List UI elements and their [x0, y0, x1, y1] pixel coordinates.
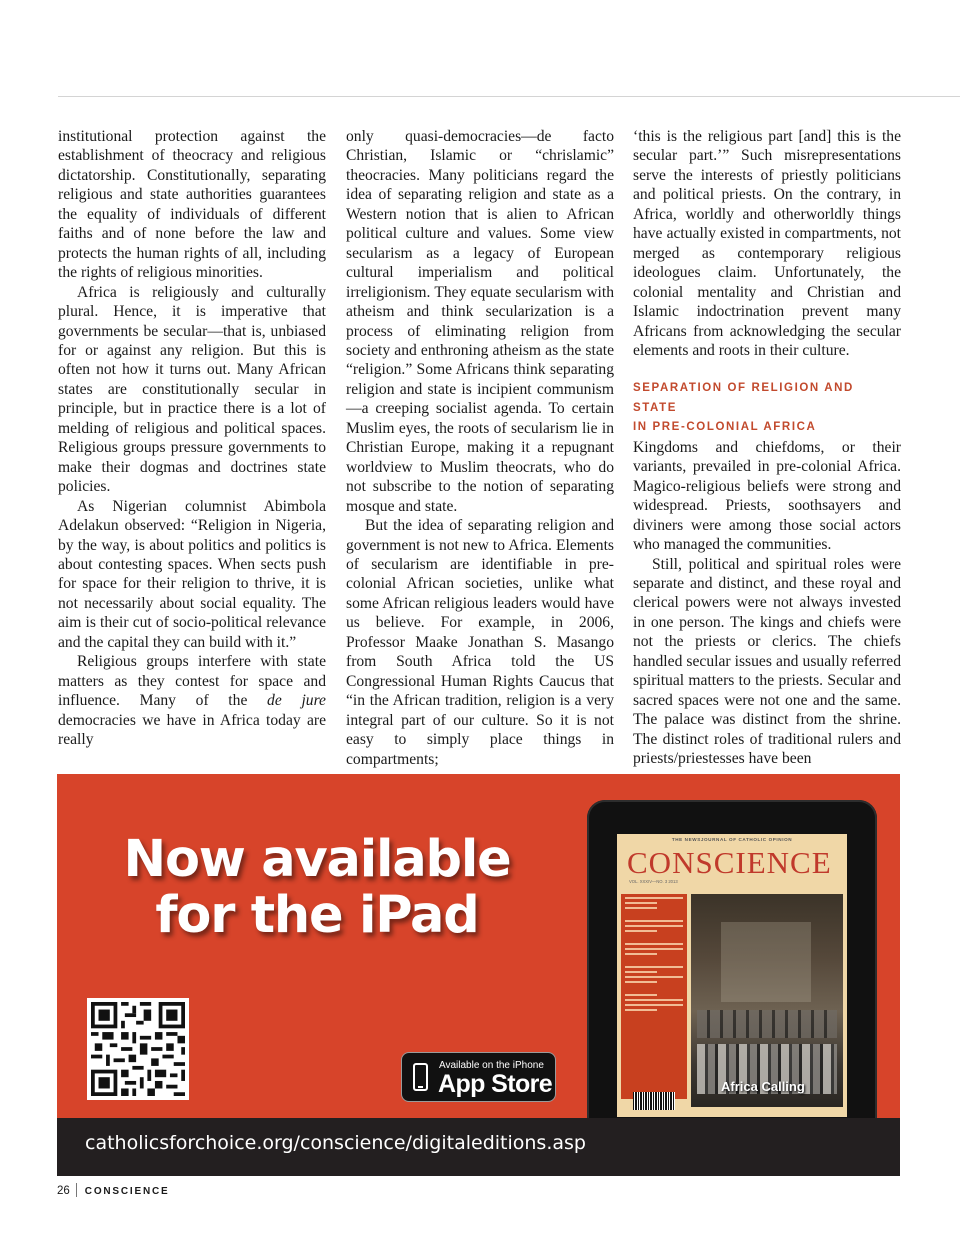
- cover-photo: [691, 894, 843, 1107]
- ad-url-link[interactable]: catholicsforchoice.org/conscience/digitaleditions.asp: [85, 1132, 586, 1154]
- ad-headline: [97, 832, 537, 944]
- magazine-cover: [617, 834, 847, 1117]
- article-column-2: [346, 127, 614, 768]
- paragraph: Still, political and spiritual roles were separate and distinct, and these royal and clerical powers were not always invested in one person. The kings and chiefs were not the priests or clerics. The chiefs handled secular issues and usually referred spiritual matters to the priests. Secular and sacred spaces were not one and the same. The palace was distinct from the shrine. The distinct roles of traditional rulers and priests/priestesses have been: [633, 555, 901, 768]
- cover-contents-panel: [621, 894, 687, 1099]
- cover-caption: Africa Calling: [721, 1079, 805, 1094]
- paragraph: [58, 652, 326, 749]
- italic-term: de jure: [267, 692, 326, 710]
- qr-code[interactable]: [87, 998, 189, 1100]
- magazine-issue: VOL. XXXIV—NO. 3 2013: [629, 879, 678, 884]
- paragraph: Kingdoms and chiefdoms, or their variants, prevailed in pre-colonial Africa. Magico-religious beliefs were strong and widespread. Priests, soothsayers and diviners were among those social actors who managed the communities.: [633, 438, 901, 554]
- text-run: democracies we have in Africa today are really: [58, 711, 326, 749]
- top-rule: [58, 96, 960, 97]
- folio-divider: [76, 1183, 77, 1197]
- paragraph: But the idea of separating religion and government is not new to Africa. Elements of secularism are identifiable in pre-colonial African societies, unlike what some African religious leaders would have us believe. For example, in 2006, Professor Maake Jonathan S. Masango from South Africa told the US Congressional Human Rights Caucus that “in the African tradition, religion is a very integral part of our culture. So it is not easy to simply place things in compartments;: [346, 517, 614, 768]
- article-column-3: [633, 127, 901, 768]
- ad-footer-bar: [57, 1118, 900, 1176]
- app-store-badge[interactable]: [401, 1052, 556, 1102]
- section-subhead: [633, 379, 901, 437]
- magazine-tagline: THE NEWSJOURNAL OF CATHOLIC OPINION: [671, 837, 793, 842]
- subhead-line: SEPARATION OF RELIGION AND STATE: [633, 382, 854, 414]
- headline-line: for the iPad: [155, 886, 479, 945]
- headline-line: Now available: [123, 830, 511, 889]
- page-folio: [57, 1183, 169, 1197]
- paragraph: ‘this is the religious part [and] this is the secular part.’” Such misrepresentations serve the interests of priestly politicians and political priests. On the contrary, in Africa, worldly and otherworldly things have actually existed in compartments, not merged as contemporary religious ideologues claim. Unfortunately, the colonial mentality and Christian and Islamic indoctrination prevent many Africans from acknowledging the secular elements and roots in their culture.: [633, 128, 901, 359]
- magazine-title: CONSCIENCE: [627, 845, 832, 880]
- publication-name: CONSCIENCE: [84, 1186, 170, 1197]
- subhead-line: IN PRE-COLONIAL AFRICA: [633, 421, 817, 434]
- iphone-icon: [413, 1063, 428, 1091]
- badge-caption: Available on the iPhone: [439, 1060, 544, 1071]
- page-number: 26: [57, 1185, 70, 1197]
- ipad-advertisement: [57, 774, 900, 1176]
- qr-code-icon: [91, 1002, 185, 1096]
- paragraph: institutional protection against the establishment of theocracy and religious dictatorship. Constitutionally, separating religious and state authorities guarantees the equality of individuals of different faiths and of none before the law and protects the human rights of all, including the rights of religious minorities.: [58, 128, 326, 282]
- paragraph: As Nigerian columnist Abimbola Adelakun observed: “Religion in Nigeria, by the way, is about politics and politics is about contesting spaces. When sects push for space for their religion to thrive, it is not necessarily about social equality. The aim is their cut of socio-political relevance and the capital they can build with it.”: [58, 497, 326, 651]
- paragraph: only quasi-democracies—de facto Christian, Islamic or “chrislamic” theocracies. Many politicians regard the idea of separating religion and state as a Western notion that is alien to African political culture and values. Some view secularism as a legacy of European cultural imperialism and political irreligionism. They equate secularism with atheism and think secularization is a process of eliminating religion from society and enthroning atheism as the state “religion.” Some Africans think separating religion and state is incipient communism—a creeping socialist agenda. To certain Muslim eyes, the roots of secularism lie in Christian Europe, making it a repugnant worldview to Muslim theocrats, who do not subscribe to the notion of separating mosque and state.: [346, 128, 614, 515]
- article-column-1: [58, 127, 326, 751]
- badge-store-name: App Store: [438, 1070, 553, 1098]
- text-run: Religious groups interfere with state matters as they contest for space and influence. Many of the: [58, 653, 326, 710]
- barcode: [633, 1092, 675, 1110]
- paragraph: Africa is religiously and culturally plural. Hence, it is imperative that governments be secular—that is, unbiased for or against any religion. But this is often not how it turns out. Many African states are constitutionally secular in principle, but in practice there is a lot of melding of religious and political spaces. Religious groups pressure governments to make their dogmas and doctrines state policies.: [58, 283, 326, 496]
- ipad-device: [587, 800, 877, 1145]
